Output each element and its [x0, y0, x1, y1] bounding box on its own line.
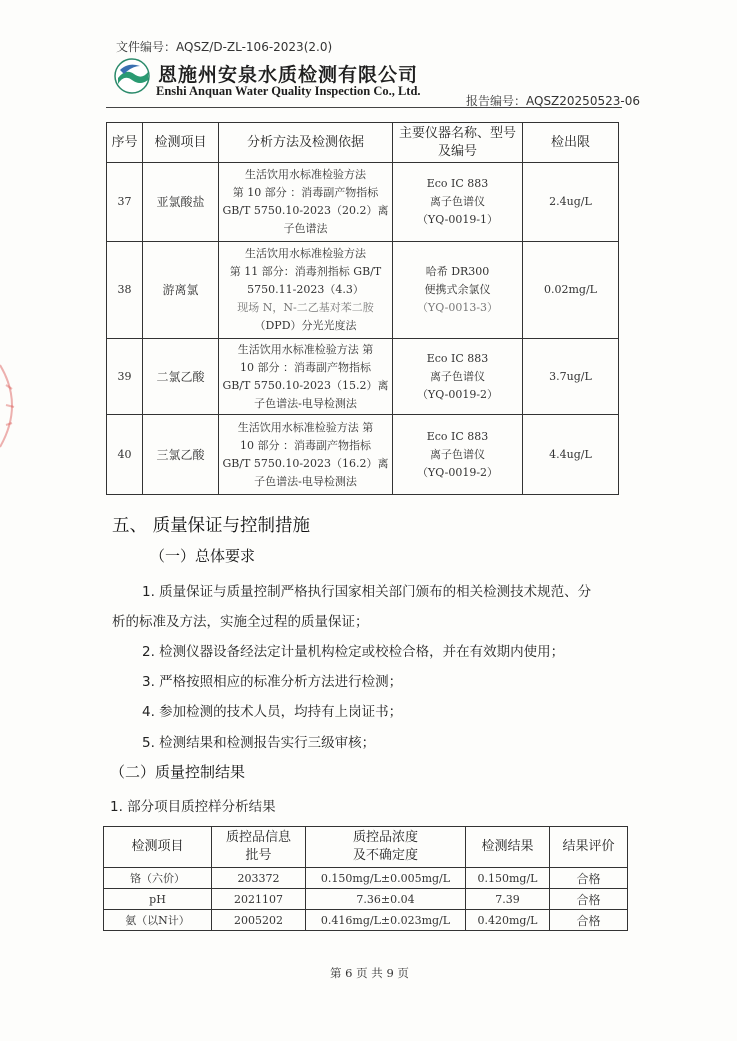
cell-conc: 0.150mg/L±0.005mg/L	[306, 868, 466, 889]
method-line: 生活饮用水标准检验方法	[245, 168, 366, 181]
col-header-batch: 质控品信息 批号	[212, 827, 306, 868]
instrument-line: 便携式余氯仪	[424, 283, 491, 296]
row-instrument	[393, 415, 523, 495]
instrument-line: （YQ-0019-1）	[416, 213, 499, 226]
table-header-row	[107, 123, 619, 163]
method-line: 10 部分 ：消毒副产物指标	[240, 360, 371, 374]
subsection-heading: 1. 部分项目质控样分析结果	[110, 799, 276, 815]
col-header-conc: 质控品浓度 及不确定度	[306, 827, 466, 868]
row-no: 37	[107, 163, 143, 242]
method-line: 生活饮用水标准检验方法 第	[237, 342, 374, 356]
row-limit: 3.7ug/L	[523, 339, 619, 415]
paragraph: 析的标准及方法，实施全过程的质量保证；	[112, 614, 369, 630]
col-header-item: 检测项目	[143, 123, 219, 163]
page-number: 第 6 页 共 9 页	[330, 966, 409, 980]
method-line: 子色谱法-电导检测法	[254, 396, 357, 410]
cell-conc: 7.36±0.04	[306, 889, 466, 910]
col-header-item: 检测项目	[104, 827, 212, 868]
method-line: 10 部分 ：消毒副产物指标	[240, 438, 371, 452]
cell-eval: 合格	[550, 889, 628, 910]
cell-item: 氨（以N计）	[104, 910, 212, 931]
row-no: 40	[107, 415, 143, 495]
method-line: GB/T 5750.10-2023（16.2）离	[222, 456, 389, 470]
cell-eval: 合格	[550, 910, 628, 931]
paragraph: 2. 检测仪器设备经法定计量机构检定或校检合格，并在有效期内使用；	[142, 644, 565, 660]
section-title: 五、 质量保证与控制措施	[112, 516, 311, 536]
table-row	[107, 242, 619, 339]
instrument-line: （YQ-0019-2）	[416, 387, 499, 401]
row-limit: 2.4ug/L	[523, 163, 619, 242]
paragraph: 4. 参加检测的技术人员，均持有上岗证书；	[142, 704, 403, 720]
partial-seal-stamp	[0, 355, 26, 455]
row-item: 三氯乙酸	[143, 415, 219, 495]
instrument-line: Eco IC 883	[426, 429, 489, 443]
table-header-row	[104, 827, 628, 868]
table-row	[104, 910, 628, 931]
row-item: 游离氯	[143, 242, 219, 339]
subsection-title: （一）总体要求	[150, 547, 256, 565]
instrument-line: （YQ-0013-3）	[416, 301, 499, 314]
cell-batch: 203372	[212, 868, 306, 889]
row-limit: 4.4ug/L	[523, 415, 619, 495]
company-name-cn: 恩施州安泉水质检测有限公司	[158, 64, 419, 86]
table-row	[107, 339, 619, 415]
col-header-no: 序号	[107, 123, 143, 163]
row-item: 亚氯酸盐	[143, 163, 219, 242]
paragraph: 5. 检测结果和检测报告实行三级审核；	[142, 735, 376, 751]
row-method	[219, 339, 393, 415]
cell-result: 7.39	[466, 889, 550, 910]
instrument-line: 离子色谱仪	[430, 447, 485, 461]
company-logo-icon	[114, 58, 150, 94]
method-line: GB/T 5750.10-2023（20.2）离	[222, 204, 389, 217]
method-line: 生活饮用水标准检验方法 第	[237, 420, 374, 434]
method-line: 生活饮用水标准检验方法	[245, 247, 366, 260]
table-row	[104, 889, 628, 910]
cell-result: 0.150mg/L	[466, 868, 550, 889]
col-header-limit: 检出限	[523, 123, 619, 163]
paragraph: 3. 严格按照相应的标准分析方法进行检测；	[142, 674, 403, 690]
qc-results-table	[103, 826, 628, 931]
company-name-en: Enshi Anquan Water Quality Inspection Co., Ltd.	[156, 84, 421, 98]
cell-item: pH	[104, 889, 212, 910]
instrument-line: 离子色谱仪	[430, 369, 485, 383]
row-method	[219, 415, 393, 495]
col-header-result: 检测结果	[466, 827, 550, 868]
paragraph: 1. 质量保证与质量控制严格执行国家相关部门颁布的相关检测技术规范、分	[142, 584, 592, 600]
instrument-line: 哈希 DR300	[425, 265, 490, 278]
method-line: 5750.11-2023（4.3）	[247, 283, 364, 296]
instrument-line: 离子色谱仪	[430, 195, 485, 208]
table-row	[107, 163, 619, 242]
row-method	[219, 163, 393, 242]
document-number: 文件编号：AQSZ/D-ZL-106-2023(2.0)	[116, 40, 333, 54]
col-header-eval: 结果评价	[550, 827, 628, 868]
row-instrument	[393, 339, 523, 415]
row-instrument	[393, 242, 523, 339]
row-item: 二氯乙酸	[143, 339, 219, 415]
row-no: 39	[107, 339, 143, 415]
col-header-method: 分析方法及检测依据	[219, 123, 393, 163]
col-header-instrument: 主要仪器名称、型号及编号	[393, 123, 523, 163]
cell-item: 铬（六价）	[104, 868, 212, 889]
row-no: 38	[107, 242, 143, 339]
methods-table	[106, 122, 619, 495]
method-line: GB/T 5750.10-2023（15.2）离	[222, 378, 389, 392]
instrument-line: Eco IC 883	[426, 177, 489, 190]
report-number: 报告编号：AQSZ20250523-06	[466, 94, 640, 108]
header-divider	[106, 107, 622, 108]
subsection-title: （二）质量控制结果	[110, 763, 246, 781]
method-line: 第 10 部分 ：消毒副产物指标	[232, 186, 379, 199]
row-method	[219, 242, 393, 339]
method-line: 第 11 部分：消毒剂指标 GB/T	[229, 265, 382, 278]
method-line: 子色谱法	[283, 222, 328, 235]
cell-conc: 0.416mg/L±0.023mg/L	[306, 910, 466, 931]
method-line: （DPD）分光光度法	[254, 319, 357, 332]
instrument-line: Eco IC 883	[426, 351, 489, 365]
row-limit: 0.02mg/L	[523, 242, 619, 339]
cell-batch: 2021107	[212, 889, 306, 910]
table-row	[104, 868, 628, 889]
instrument-line: （YQ-0019-2）	[416, 465, 499, 479]
table-row	[107, 415, 619, 495]
cell-result: 0.420mg/L	[466, 910, 550, 931]
row-instrument	[393, 163, 523, 242]
cell-batch: 2005202	[212, 910, 306, 931]
cell-eval: 合格	[550, 868, 628, 889]
method-line: 子色谱法-电导检测法	[254, 474, 357, 488]
method-line: 现场 N，N-二乙基对苯二胺	[237, 301, 374, 314]
